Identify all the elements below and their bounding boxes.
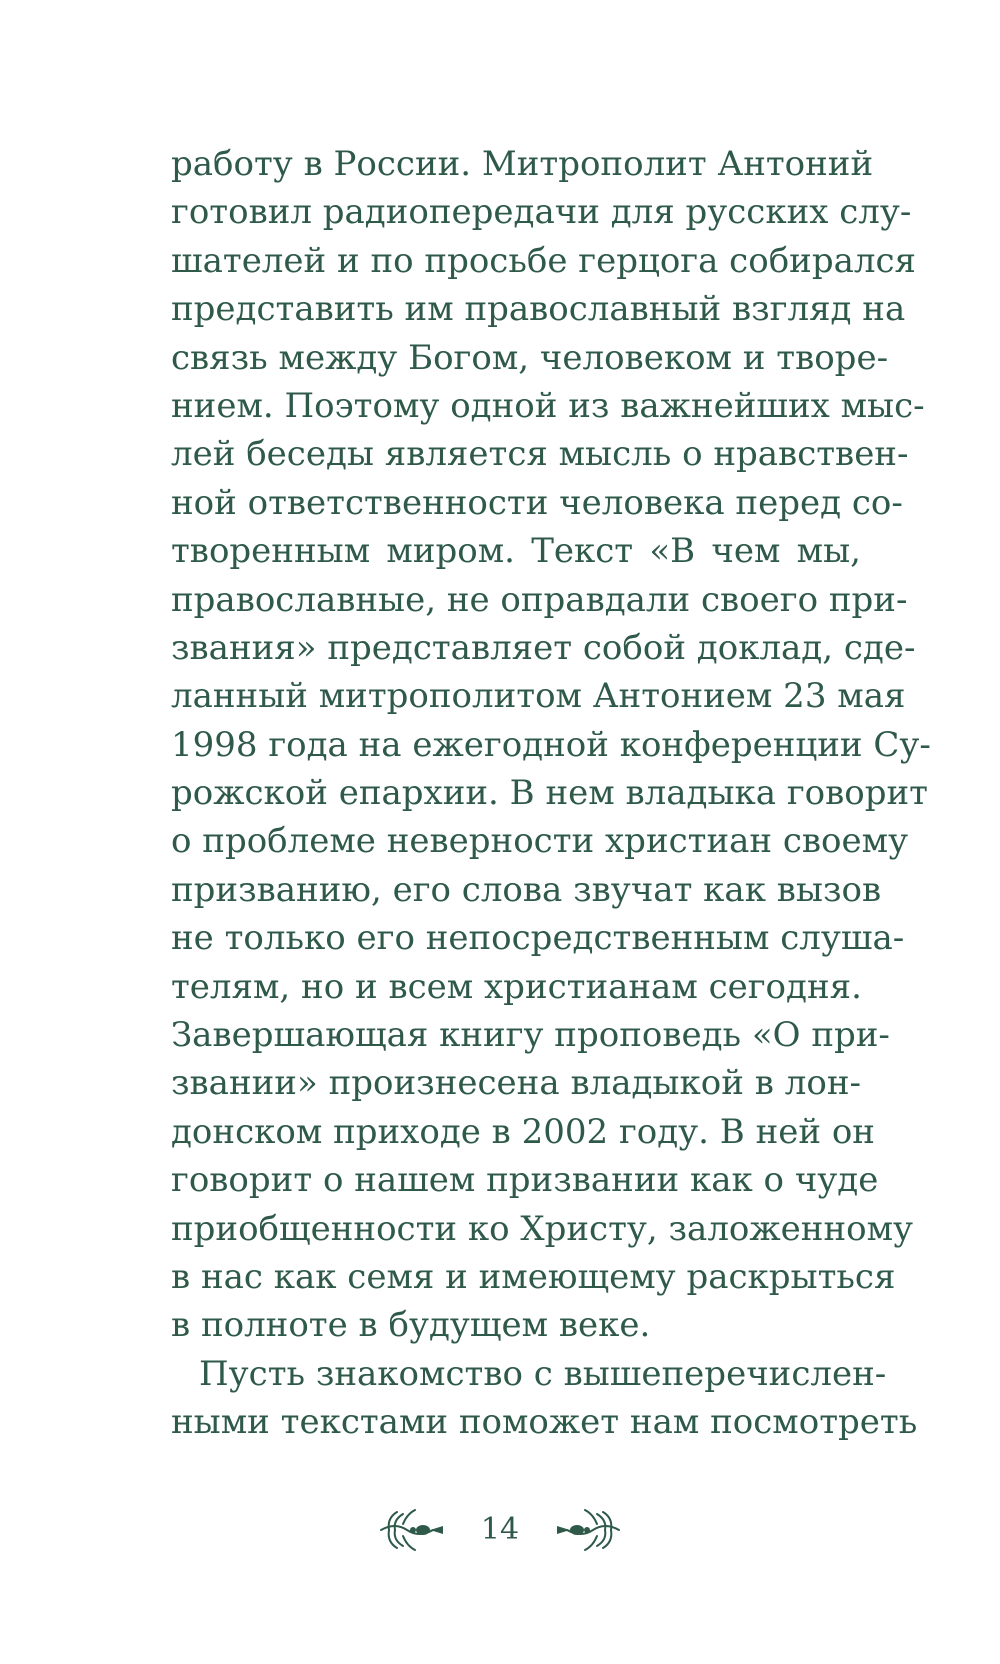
text-line: работу в России. Митрополит Антоний [171,144,874,184]
floral-ornament-icon [377,1500,447,1560]
text-line: телям, но и всем христианам сегодня. [171,966,862,1007]
page-number: 14 [480,1512,520,1547]
text-line: шателей и по просьбе герцога собирался [171,240,916,281]
text-line: звания» представляет собой доклад, сде- [171,627,916,668]
text-line: православные, не оправдали своего при- [171,579,908,620]
text-line: не только его непосредственным слуша- [171,918,905,959]
text-line: Пусть знакомство с вышеперечислен- [199,1353,887,1394]
text-line: творенным миром. Текст «В чем мы, [171,531,861,572]
floral-ornament-icon [553,1500,623,1560]
text-line: готовил радиопередачи для русских слу- [171,192,912,233]
text-line: приобщенности ко Христу, заложенному [171,1208,914,1249]
text-line: говорит о нашем призвании как о чуде [171,1160,879,1201]
text-line: звании» произнесена владыкой в лон- [171,1063,861,1104]
text-line: связь между Богом, человеком и творе- [171,337,889,378]
text-line: представить им православный взгляд на [171,289,906,330]
text-line: донском приходе в 2002 году. В ней он [171,1111,875,1152]
text-line: ной ответственности человека перед со- [171,482,903,523]
text-line: в полноте в будущем веке. [171,1305,651,1346]
page-footer [0,1500,1000,1560]
text-line: лей беседы является мысль о нравствен- [171,434,909,475]
text-line: в нас как семя и имеющему раскрыться [171,1256,896,1297]
text-line: ланный митрополитом Антонием 23 мая [171,676,906,717]
text-line: 1998 года на ежегодной конференции Су- [171,724,931,765]
text-line: Завершающая книгу проповедь «О при- [171,1015,890,1056]
text-line: ными текстами поможет нам посмотреть [171,1402,918,1443]
text-line: нием. Поэтому одной из важнейших мыс- [171,385,925,426]
text-line: рожской епархии. В нем владыка говорит [171,773,928,814]
text-line: о проблеме неверности христиан своему [171,821,909,862]
text-line: призванию, его слова звучат как вызов [171,869,882,910]
body-text [171,140,931,1447]
